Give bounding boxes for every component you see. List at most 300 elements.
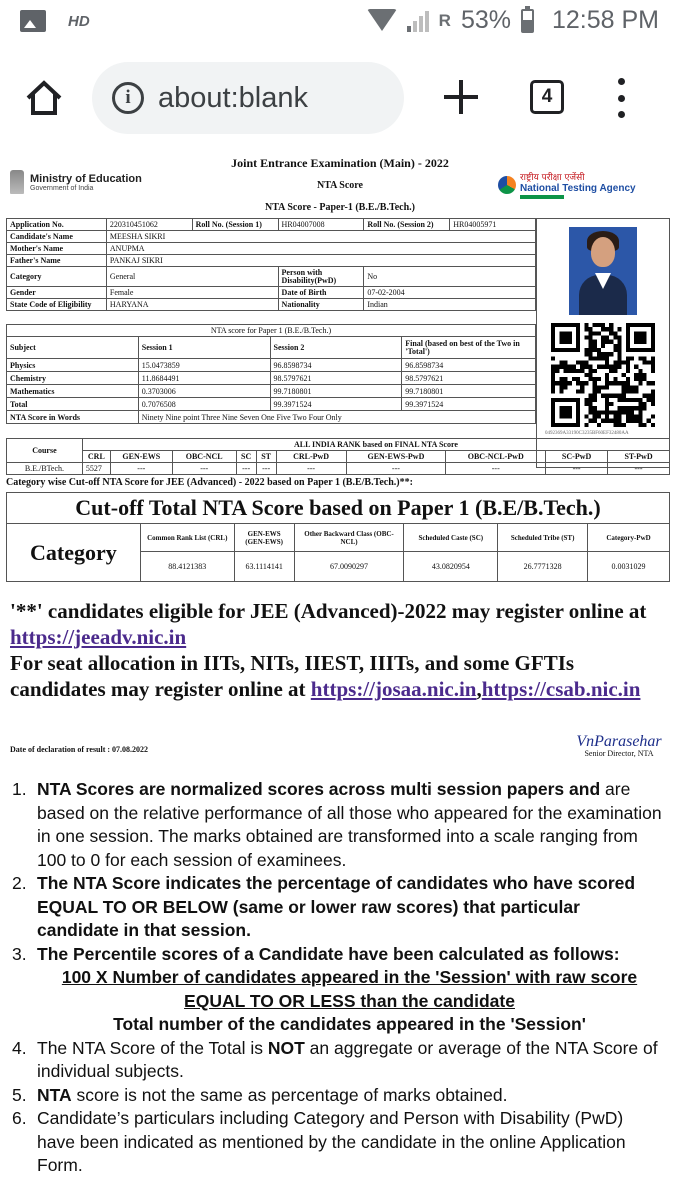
- formula-denominator: Total number of the candidates appeared in the 'Session': [113, 1014, 586, 1034]
- signature: VnParasehar: [576, 733, 662, 750]
- qr-module: [609, 327, 613, 331]
- qr-module: [634, 398, 638, 402]
- qr-module: [605, 385, 609, 389]
- link-separator: ,: [476, 677, 482, 701]
- qr-module: [551, 369, 555, 373]
- qr-module: [626, 369, 630, 373]
- qr-module: [593, 406, 597, 410]
- qr-module: [576, 360, 580, 364]
- rank-header: GEN-EWS: [110, 451, 172, 463]
- score-cell: 15.0473859: [138, 359, 270, 372]
- qr-module: [559, 360, 563, 364]
- qr-module: [576, 369, 580, 373]
- qr-module: [622, 406, 626, 410]
- note-text: [37, 1084, 662, 1108]
- qr-module: [597, 385, 601, 389]
- josaa-link[interactable]: https://josaa.nic.in: [310, 677, 477, 701]
- qr-module: [647, 398, 651, 402]
- qr-module: [551, 381, 555, 385]
- label-cell: Roll No. (Session 2): [364, 219, 450, 231]
- qr-module: [551, 365, 555, 369]
- nta-english: National Testing Agency: [520, 183, 636, 194]
- table-row: [7, 372, 536, 385]
- plus-icon[interactable]: [444, 80, 478, 114]
- qr-module: [584, 348, 588, 352]
- qr-module: [626, 419, 630, 423]
- qr-module: [634, 390, 638, 394]
- qr-module: [580, 385, 584, 389]
- qr-module: [618, 348, 622, 352]
- qr-module: [605, 410, 609, 414]
- qr-module: [588, 394, 592, 398]
- rank-header: OBC-NCL-PwD: [446, 451, 546, 463]
- qr-module: [605, 394, 609, 398]
- document-title: Joint Entrance Examination (Main) - 2022: [231, 156, 449, 170]
- qr-module: [555, 369, 559, 373]
- qr-module: [643, 406, 647, 410]
- gender: Female: [106, 287, 278, 299]
- qr-module: [651, 356, 655, 360]
- rank-cell: ---: [276, 463, 346, 475]
- state: HARYANA: [106, 299, 278, 311]
- father-name: PANKAJ SIKRI: [106, 255, 535, 267]
- note-bold: NOT: [267, 1037, 305, 1058]
- qr-module: [626, 415, 630, 419]
- url-bar[interactable]: [92, 62, 404, 134]
- rank-header: ST-PwD: [608, 451, 670, 463]
- label-cell: Person with Disability(PwD): [278, 267, 364, 287]
- qr-module: [588, 327, 592, 331]
- tabs-icon[interactable]: 4: [530, 80, 564, 114]
- label-cell: Mother's Name: [7, 243, 107, 255]
- qr-module: [643, 373, 647, 377]
- csab-link[interactable]: https://csab.nic.in: [481, 677, 641, 701]
- label-cell: Category: [7, 267, 107, 287]
- header-cell: Session 1: [138, 337, 270, 359]
- qr-module: [580, 360, 584, 364]
- qr-module: [559, 365, 563, 369]
- qr-module: [613, 415, 617, 419]
- qr-module: [618, 327, 622, 331]
- cutoff-value: 88.4121383: [140, 552, 234, 582]
- qr-module: [601, 365, 605, 369]
- qr-module: [609, 381, 613, 385]
- list-item: [12, 943, 662, 1037]
- qr-module: [647, 360, 651, 364]
- score-cell: 98.5797621: [402, 372, 536, 385]
- cutoff-header: Common Rank List (CRL): [140, 524, 234, 552]
- table-row: [7, 463, 670, 475]
- ministry-name: Ministry of Education: [30, 172, 142, 185]
- qr-module: [651, 365, 655, 369]
- qr-module: [638, 398, 642, 402]
- course-cell: B.E./BTech.: [7, 463, 83, 475]
- qr-module: [593, 344, 597, 348]
- qr-module: [634, 406, 638, 410]
- note-number: 6.: [12, 1108, 27, 1128]
- note-bold: NTA Scores are normalized scores across multi session papers and: [37, 779, 601, 799]
- qr-module: [568, 369, 572, 373]
- cutoff-title: Cut-off Total NTA Score based on Paper 1 (B.E/B.Tech.): [7, 493, 670, 524]
- qr-module: [601, 327, 605, 331]
- qr-module: [618, 406, 622, 410]
- rank-cell: ---: [236, 463, 256, 475]
- qr-module: [622, 385, 626, 389]
- rank-header: CRL-PwD: [276, 451, 346, 463]
- registration-notice: [10, 598, 650, 702]
- score-cell: 99.7180801: [402, 385, 536, 398]
- qr-module: [588, 410, 592, 414]
- qr-module: [580, 365, 584, 369]
- cutoff-header: GEN-EWS (GEN-EWS): [234, 524, 294, 552]
- note-rest: Candidate’s particulars including Category and Person with Disability (PwD) have been indicated as mentioned by the candidate in the online Application Form.: [37, 1108, 626, 1175]
- table-row: [7, 287, 536, 299]
- rank-cell: ---: [256, 463, 276, 475]
- info-icon[interactable]: i: [112, 82, 144, 114]
- qr-module: [609, 340, 613, 344]
- jeeadv-link[interactable]: https://jeeadv.nic.in: [10, 625, 187, 649]
- gallery-icon: [20, 10, 46, 32]
- rank-cell: ---: [546, 463, 608, 475]
- table-row: [7, 219, 536, 231]
- qr-module: [651, 381, 655, 385]
- document-subtitle: NTA Score: [316, 180, 363, 191]
- qr-module: [584, 327, 588, 331]
- qr-module: [651, 390, 655, 394]
- qr-module: [622, 410, 626, 414]
- qr-module: [626, 360, 630, 364]
- qr-module: [643, 356, 647, 360]
- qr-module: [626, 406, 630, 410]
- cutoff-value: 0.0031029: [588, 552, 670, 582]
- cutoff-table: [6, 492, 670, 582]
- qr-module: [584, 323, 588, 327]
- category: General: [106, 267, 278, 287]
- wifi-icon: [367, 9, 397, 33]
- table-row: [7, 299, 536, 311]
- nta-tagline-bar: [520, 195, 564, 199]
- note-number: 1.: [12, 779, 27, 799]
- signature-block: [574, 733, 664, 758]
- qr-finder: [634, 331, 646, 343]
- qr-module: [576, 390, 580, 394]
- qr-module: [584, 352, 588, 356]
- qr-module: [626, 385, 630, 389]
- qr-module: [638, 369, 642, 373]
- qr-module: [588, 344, 592, 348]
- home-icon[interactable]: [24, 78, 64, 118]
- rank-header: SC: [236, 451, 256, 463]
- qr-module: [593, 381, 597, 385]
- qr-module: [613, 377, 617, 381]
- note-bold: The NTA Score indicates the percentage of candidates who have scored EQUAL TO OR BELOW (same or lower raw scores) that particular candidate in that session.: [37, 873, 636, 940]
- qr-module: [555, 381, 559, 385]
- qr-module: [584, 365, 588, 369]
- qr-module: [588, 402, 592, 406]
- note-text: [37, 872, 662, 943]
- qr-module: [584, 423, 588, 427]
- table-row: [7, 255, 536, 267]
- qr-module: [613, 331, 617, 335]
- qr-module: [605, 381, 609, 385]
- subject-cell: Total: [7, 398, 139, 411]
- qr-module: [584, 381, 588, 385]
- qr-module: [605, 377, 609, 381]
- qr-module: [618, 335, 622, 339]
- qr-module: [651, 369, 655, 373]
- qr-module: [622, 394, 626, 398]
- qr-module: [618, 415, 622, 419]
- qr-module: [605, 340, 609, 344]
- qr-module: [597, 323, 601, 327]
- qr-module: [622, 398, 626, 402]
- note-number: 3.: [12, 943, 27, 964]
- qr-module: [601, 410, 605, 414]
- qr-module: [605, 356, 609, 360]
- qr-module: [580, 390, 584, 394]
- qr-module: [605, 335, 609, 339]
- qr-module: [563, 381, 567, 385]
- table-row: [7, 439, 670, 451]
- qr-module: [568, 365, 572, 369]
- qr-module: [613, 394, 617, 398]
- label-cell: Gender: [7, 287, 107, 299]
- qr-module: [643, 402, 647, 406]
- qr-module: [551, 373, 555, 377]
- nta-logo: [498, 170, 636, 199]
- qr-module: [605, 415, 609, 419]
- table-row: [7, 243, 536, 255]
- qr-module: [551, 377, 555, 381]
- url-text[interactable]: about:blank: [158, 81, 308, 114]
- qr-module: [597, 423, 601, 427]
- qr-module: [651, 360, 655, 364]
- qr-module: [613, 360, 617, 364]
- qr-module: [593, 385, 597, 389]
- note-text: [37, 1107, 662, 1178]
- rank-header: CRL: [82, 451, 110, 463]
- qr-module: [559, 390, 563, 394]
- category-label: Category: [7, 524, 141, 582]
- qr-module: [609, 365, 613, 369]
- ministry-sub: Government of India: [30, 184, 94, 192]
- qr-module: [622, 390, 626, 394]
- dob: 07-02-2004: [364, 287, 536, 299]
- qr-module: [618, 398, 622, 402]
- formula-numerator-1: 100 X Number of candidates appeared in the 'Session' with raw score: [61, 967, 638, 987]
- qr-module: [638, 410, 642, 414]
- qr-module: [613, 410, 617, 414]
- signatory-designation: Senior Director, NTA: [584, 749, 654, 758]
- qr-module: [584, 373, 588, 377]
- qr-module: [563, 385, 567, 389]
- percentile-formula: [37, 966, 662, 1037]
- note-rest: an aggregate or average of the NTA Score of individual subjects.: [37, 1037, 658, 1081]
- score-cell: 99.7180801: [270, 385, 402, 398]
- qr-module: [613, 381, 617, 385]
- qr-module: [597, 356, 601, 360]
- qr-module: [588, 419, 592, 423]
- qr-module: [618, 394, 622, 398]
- list-item: [12, 1107, 662, 1178]
- qr-module: [593, 398, 597, 402]
- qr-module: [618, 423, 622, 427]
- rank-header: SC-PwD: [546, 451, 608, 463]
- score-cell: 0.3703006: [138, 385, 270, 398]
- qr-module: [601, 356, 605, 360]
- notice-line-1: '**' candidates eligible for JEE (Advanced)-2022 may register online at: [10, 599, 647, 623]
- qr-module: [580, 381, 584, 385]
- qr-module: [622, 373, 626, 377]
- list-item: [12, 778, 662, 872]
- qr-module: [643, 377, 647, 381]
- overflow-menu-icon[interactable]: [616, 78, 626, 118]
- label-cell: Application No.: [7, 219, 107, 231]
- header-cell: Session 2: [270, 337, 402, 359]
- qr-module: [618, 360, 622, 364]
- qr-module: [638, 415, 642, 419]
- hd-indicator: HD: [68, 12, 90, 30]
- qr-module: [626, 365, 630, 369]
- cutoff-value: 63.1114141: [234, 552, 294, 582]
- rank-cell: ---: [110, 463, 172, 475]
- qr-module: [559, 381, 563, 385]
- rank-cell: 5527: [82, 463, 110, 475]
- qr-module: [613, 335, 617, 339]
- header-cell: Final (based on best of the Two in 'Total'): [402, 337, 536, 359]
- clock: 12:58 PM: [551, 6, 659, 34]
- qr-module: [597, 331, 601, 335]
- score-cell: 99.3971524: [270, 398, 402, 411]
- qr-module: [588, 373, 592, 377]
- qr-module: [584, 415, 588, 419]
- rank-header: ST: [256, 451, 276, 463]
- formula-numerator-2: EQUAL TO OR LESS than the candidate: [184, 990, 515, 1011]
- qr-module: [609, 331, 613, 335]
- qr-module: [618, 344, 622, 348]
- ministry-logo: [10, 170, 142, 194]
- qr-module: [572, 377, 576, 381]
- qr-module: [576, 381, 580, 385]
- cutoff-value: 43.0820954: [404, 552, 498, 582]
- qr-module: [597, 410, 601, 414]
- application-no: 220310451062: [106, 219, 192, 231]
- qr-module: [601, 335, 605, 339]
- qr-module: [634, 377, 638, 381]
- qr-module: [643, 394, 647, 398]
- score-cell: 98.5797621: [270, 372, 402, 385]
- table-row: [7, 524, 670, 552]
- qr-module: [563, 377, 567, 381]
- qr-finder: [559, 406, 571, 418]
- qr-module: [651, 394, 655, 398]
- qr-module: [572, 365, 576, 369]
- label-cell: Father's Name: [7, 255, 107, 267]
- roll-s1: HR04007008: [278, 219, 364, 231]
- qr-module: [622, 381, 626, 385]
- qr-module: [613, 423, 617, 427]
- subject-cell: Mathematics: [7, 385, 139, 398]
- qr-module: [588, 352, 592, 356]
- battery-percent: 53%: [460, 6, 511, 34]
- cutoff-value: 26.7771328: [498, 552, 588, 582]
- label-cell: Nationality: [278, 299, 364, 311]
- note-text: [37, 778, 662, 872]
- label-cell: Candidate's Name: [7, 231, 107, 243]
- list-item: [12, 1037, 662, 1084]
- qr-module: [588, 335, 592, 339]
- qr-module: [651, 398, 655, 402]
- qr-module: [638, 406, 642, 410]
- qr-module: [601, 419, 605, 423]
- qr-module: [613, 365, 617, 369]
- qr-module: [597, 348, 601, 352]
- qr-module: [609, 402, 613, 406]
- qr-module: [618, 419, 622, 423]
- qr-module: [593, 369, 597, 373]
- table-row: [7, 231, 536, 243]
- qr-module: [601, 344, 605, 348]
- qr-module: [593, 356, 597, 360]
- words-label: NTA Score in Words: [7, 411, 139, 424]
- qr-module: [584, 335, 588, 339]
- qr-module: [605, 398, 609, 402]
- nta-hindi: राष्ट्रीय परीक्षा एजेंसी: [520, 173, 585, 183]
- qr-module: [618, 340, 622, 344]
- course-header: Course: [7, 439, 83, 463]
- nationality: Indian: [364, 299, 536, 311]
- declaration-date: Date of declaration of result : 07.08.2022: [10, 745, 149, 754]
- cutoff-heading: Category wise Cut-off NTA Score for JEE (Advanced) - 2022 based on Paper 1 (B.E/B.Tech.)**:: [6, 477, 413, 488]
- qr-module: [634, 415, 638, 419]
- home-icon-svg: [24, 78, 64, 118]
- qr-module: [551, 356, 555, 360]
- qr-module: [638, 377, 642, 381]
- signal-icon: [407, 10, 429, 32]
- qr-module: [609, 369, 613, 373]
- qr-module: [559, 385, 563, 389]
- list-item: [12, 1084, 662, 1108]
- qr-module: [605, 365, 609, 369]
- qr-module: [601, 394, 605, 398]
- qr-module: [593, 419, 597, 423]
- qr-module: [555, 365, 559, 369]
- all-india-rank-header: ALL INDIA RANK based on FINAL NTA Score: [82, 439, 669, 451]
- qr-module: [626, 377, 630, 381]
- qr-module: [630, 398, 634, 402]
- qr-module: [626, 410, 630, 414]
- browser-toolbar: [0, 50, 675, 145]
- qr-module: [647, 419, 651, 423]
- subject-cell: Chemistry: [7, 372, 139, 385]
- note-text: [37, 943, 662, 1037]
- note-bold: The Percentile scores of a Candidate have been calculated as follows:: [37, 943, 620, 964]
- qr-module: [613, 348, 617, 352]
- note-number: 5.: [12, 1084, 27, 1105]
- qr-module: [588, 356, 592, 360]
- qr-module: [651, 423, 655, 427]
- qr-module: [551, 390, 555, 394]
- qr-module: [605, 373, 609, 377]
- label-cell: State Code of Eligibility: [7, 299, 107, 311]
- notice-line-2: For seat allocation in IITs, NITs, IIEST, IIITs, and some GFTIs candidates may register online at: [10, 651, 575, 701]
- qr-module: [593, 410, 597, 414]
- table-row: [7, 398, 536, 411]
- qr-module: [593, 377, 597, 381]
- rank-cell: ---: [346, 463, 446, 475]
- qr-module: [601, 385, 605, 389]
- qr-module: [626, 390, 630, 394]
